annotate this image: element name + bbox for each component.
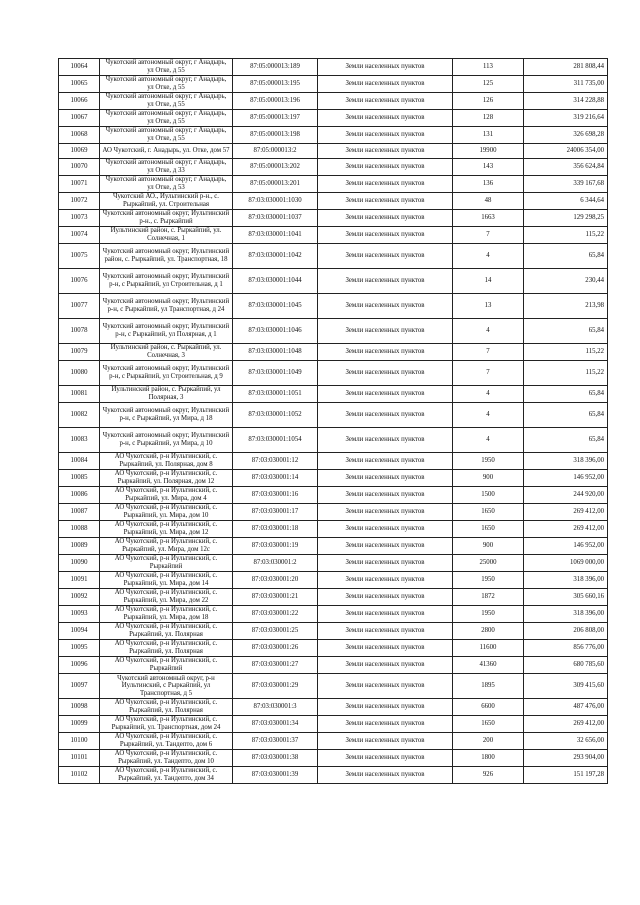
row-cadastral-number: 87:05:000013:195 (233, 76, 318, 93)
row-land-category: Земли населенных пунктов (318, 294, 453, 319)
row-cadastral-number: 87:03:030001:1052 (233, 403, 318, 428)
row-address: Чукотский автономный округ, г Анадырь, ул Отке, д 53 (100, 176, 233, 193)
row-area: 926 (453, 767, 524, 784)
row-number: 10071 (59, 176, 100, 193)
row-cadastral-number: 87:03:030001:17 (233, 504, 318, 521)
row-number: 10065 (59, 76, 100, 93)
table-row (59, 606, 608, 623)
row-cadastral-number: 87:05:000013:198 (233, 127, 318, 144)
row-cadastral-cost: 318 396,00 (524, 453, 608, 470)
row-number: 10095 (59, 640, 100, 657)
row-cadastral-number: 87:03:030001:37 (233, 733, 318, 750)
row-number: 10072 (59, 193, 100, 210)
row-address: АО Чукотский, р-н Иультинский, с. Рыркайпий (100, 657, 233, 674)
row-cadastral-cost: 487 476,00 (524, 699, 608, 716)
row-area: 200 (453, 733, 524, 750)
table-row (59, 640, 608, 657)
table-row (59, 504, 608, 521)
row-cadastral-number: 87:03:030001:39 (233, 767, 318, 784)
row-number: 10090 (59, 555, 100, 572)
table-row (59, 386, 608, 403)
row-number: 10085 (59, 470, 100, 487)
table-row (59, 699, 608, 716)
row-area: 1650 (453, 716, 524, 733)
row-land-category: Земли населенных пунктов (318, 244, 453, 269)
row-cadastral-number: 87:03:030001:22 (233, 606, 318, 623)
row-cadastral-cost: 356 624,84 (524, 159, 608, 176)
row-land-category: Земли населенных пунктов (318, 733, 453, 750)
table-row (59, 93, 608, 110)
row-cadastral-number: 87:05:000013:197 (233, 110, 318, 127)
row-cadastral-cost: 856 776,00 (524, 640, 608, 657)
row-cadastral-cost: 309 415,60 (524, 674, 608, 699)
table-row (59, 538, 608, 555)
row-area: 25000 (453, 555, 524, 572)
row-area: 136 (453, 176, 524, 193)
row-cadastral-cost: 65,84 (524, 428, 608, 453)
row-area: 126 (453, 93, 524, 110)
row-cadastral-number: 87:03:030001:26 (233, 640, 318, 657)
row-land-category: Земли населенных пунктов (318, 572, 453, 589)
row-cadastral-number: 87:03:030001:1049 (233, 361, 318, 386)
row-address: АО Чукотский, р-н Иультинский, с. Рыркайпий, ул. Мира, дом 4 (100, 487, 233, 504)
row-area: 1950 (453, 572, 524, 589)
row-cadastral-cost: 151 197,28 (524, 767, 608, 784)
row-cadastral-number: 87:03:030001:1054 (233, 428, 318, 453)
row-cadastral-number: 87:05:000013:196 (233, 93, 318, 110)
row-land-category: Земли населенных пунктов (318, 750, 453, 767)
row-land-category: Земли населенных пунктов (318, 76, 453, 93)
row-land-category: Земли населенных пунктов (318, 699, 453, 716)
row-number: 10099 (59, 716, 100, 733)
row-land-category: Земли населенных пунктов (318, 210, 453, 227)
row-area: 4 (453, 319, 524, 344)
row-address: Чукотский АО., Иультинский р-н., с. Рыркайпий, ул. Строительная (100, 193, 233, 210)
row-address: АО Чукотский, р-н Иультинский, с. Рыркайпий, ул. Мира, дом 18 (100, 606, 233, 623)
row-area: 1650 (453, 504, 524, 521)
row-cadastral-cost: 230,44 (524, 269, 608, 294)
row-number: 10091 (59, 572, 100, 589)
row-cadastral-number: 87:03:030001:2 (233, 555, 318, 572)
row-cadastral-number: 87:03:030001:12 (233, 453, 318, 470)
row-area: 2800 (453, 623, 524, 640)
row-address: АО Чукотский, р-н Иультинский, с. Рыркайпий, ул. Полярная (100, 640, 233, 657)
row-cadastral-cost: 146 952,00 (524, 470, 608, 487)
row-land-category: Земли населенных пунктов (318, 428, 453, 453)
row-land-category: Земли населенных пунктов (318, 538, 453, 555)
row-area: 7 (453, 227, 524, 244)
row-cadastral-number: 87:03:030001:1037 (233, 210, 318, 227)
row-address: Чукотский автономный округ, г Анадырь, ул Отке, д 55 (100, 76, 233, 93)
row-number: 10078 (59, 319, 100, 344)
row-area: 1950 (453, 606, 524, 623)
row-address: Чукотский автономный округ, г Анадырь, ул Отке, д 33 (100, 159, 233, 176)
row-cadastral-number: 87:03:030001:1030 (233, 193, 318, 210)
row-cadastral-cost: 1069 000,00 (524, 555, 608, 572)
row-land-category: Земли населенных пунктов (318, 674, 453, 699)
row-land-category: Земли населенных пунктов (318, 640, 453, 657)
row-cadastral-cost: 32 656,00 (524, 733, 608, 750)
row-area: 900 (453, 470, 524, 487)
row-number: 10089 (59, 538, 100, 555)
row-area: 6600 (453, 699, 524, 716)
row-area: 7 (453, 344, 524, 361)
row-number: 10101 (59, 750, 100, 767)
row-cadastral-number: 87:03:030001:29 (233, 674, 318, 699)
row-number: 10075 (59, 244, 100, 269)
row-area: 1872 (453, 589, 524, 606)
row-area: 4 (453, 386, 524, 403)
row-address: АО Чукотский, р-н Иультинский, с. Рыркайпий, ул. Тандепто, дом 10 (100, 750, 233, 767)
row-area: 4 (453, 403, 524, 428)
row-cadastral-cost: 314 228,88 (524, 93, 608, 110)
row-cadastral-number: 87:03:030001:25 (233, 623, 318, 640)
row-address: Чукотский автономный округ, г Анадырь, ул Отке, д 55 (100, 59, 233, 76)
row-number: 10082 (59, 403, 100, 428)
row-address: АО Чукотский, р-н Иультинский, с. Рыркайпий, ул. Полярная, дом 12 (100, 470, 233, 487)
row-address: АО Чукотский, р-н Иультинский, с. Рыркайпий, ул. Мира, дом 22 (100, 589, 233, 606)
row-land-category: Земли населенных пунктов (318, 504, 453, 521)
row-land-category: Земли населенных пунктов (318, 606, 453, 623)
row-number: 10098 (59, 699, 100, 716)
table-body (59, 59, 608, 784)
row-cadastral-number: 87:03:030001:1051 (233, 386, 318, 403)
row-land-category: Земли населенных пунктов (318, 470, 453, 487)
table-row (59, 623, 608, 640)
row-area: 1950 (453, 453, 524, 470)
row-address: Чукотский автономный округ, Иультинский р-н, с Рыркайпий, ул Полярная, д 1 (100, 319, 233, 344)
row-cadastral-cost: 65,84 (524, 244, 608, 269)
row-land-category: Земли населенных пунктов (318, 176, 453, 193)
row-address: Иультинский район, с. Рыркайпий, ул. Солнечная, 1 (100, 227, 233, 244)
row-cadastral-number: 87:03:030001:18 (233, 521, 318, 538)
row-cadastral-cost: 244 920,00 (524, 487, 608, 504)
row-cadastral-number: 87:03:030001:21 (233, 589, 318, 606)
row-cadastral-cost: 293 904,00 (524, 750, 608, 767)
row-cadastral-cost: 318 396,00 (524, 572, 608, 589)
row-area: 41360 (453, 657, 524, 674)
row-land-category: Земли населенных пунктов (318, 110, 453, 127)
table-row (59, 674, 608, 699)
row-address: Чукотский автономный округ, г Анадырь, ул Отке, д 55 (100, 110, 233, 127)
row-address: АО Чукотский, р-н Иультинский, с. Рыркайпий, ул. Тандепто, дом 34 (100, 767, 233, 784)
row-cadastral-cost: 326 698,28 (524, 127, 608, 144)
row-address: АО Чукотский, г. Анадырь, ул. Отке, дом 57 (100, 144, 233, 159)
table-row (59, 733, 608, 750)
table-row (59, 244, 608, 269)
row-cadastral-number: 87:03:030001:38 (233, 750, 318, 767)
row-cadastral-number: 87:03:030001:27 (233, 657, 318, 674)
row-cadastral-number: 87:03:030001:14 (233, 470, 318, 487)
row-cadastral-number: 87:03:030001:16 (233, 487, 318, 504)
row-land-category: Земли населенных пунктов (318, 127, 453, 144)
row-area: 14 (453, 269, 524, 294)
row-address: Иультинский район, с. Рыркайпий, ул. Солнечная, 3 (100, 344, 233, 361)
row-address: Чукотский автономный округ, Иультинский р-н, с Рыркайпий, ул Мира, д 18 (100, 403, 233, 428)
row-address: АО Чукотский, р-н Иультинский, с. Рыркайпий, ул. Полярная, дом 8 (100, 453, 233, 470)
row-address: Чукотский автономный округ, Иультинский р-н, с Рыркайпий, ул Строительная, д 9 (100, 361, 233, 386)
row-land-category: Земли населенных пунктов (318, 555, 453, 572)
table-row (59, 319, 608, 344)
row-area: 1895 (453, 674, 524, 699)
row-address: Чукотский автономный округ, Иультинский р-н, с Рыркайпий, ул Строительная, д 1 (100, 269, 233, 294)
row-address: АО Чукотский, р-н Иультинский, с. Рыркайпий, ул. Мира, дом 10 (100, 504, 233, 521)
row-number: 10066 (59, 93, 100, 110)
row-number: 10084 (59, 453, 100, 470)
row-area: 4 (453, 244, 524, 269)
row-address: АО Чукотский, р-н Иультинский, с. Рыркайпий, ул. Транспортная, дом 24 (100, 716, 233, 733)
row-area: 48 (453, 193, 524, 210)
row-number: 10086 (59, 487, 100, 504)
table-row (59, 59, 608, 76)
row-number: 10093 (59, 606, 100, 623)
row-cadastral-cost: 115,22 (524, 361, 608, 386)
row-address: Чукотский автономный округ, Иультинский район, с. Рыркайпий, ул. Транспортная, 18 (100, 244, 233, 269)
row-address: АО Чукотский, р-н Иультинский, с. Рыркайпий, ул. Мира, дом 12с (100, 538, 233, 555)
row-number: 10079 (59, 344, 100, 361)
table-row (59, 750, 608, 767)
row-area: 1663 (453, 210, 524, 227)
row-cadastral-cost: 65,84 (524, 386, 608, 403)
table-row (59, 227, 608, 244)
row-cadastral-cost: 206 808,00 (524, 623, 608, 640)
row-number: 10076 (59, 269, 100, 294)
table-row (59, 716, 608, 733)
table-row (59, 269, 608, 294)
row-number: 10088 (59, 521, 100, 538)
row-area: 4 (453, 428, 524, 453)
row-cadastral-cost: 24006 354,00 (524, 144, 608, 159)
row-land-category: Земли населенных пунктов (318, 159, 453, 176)
row-area: 1500 (453, 487, 524, 504)
table-row (59, 210, 608, 227)
row-address: Чукотский автономный округ, Иультинский р-н, с Рыркайпий, ул Мира, д 10 (100, 428, 233, 453)
table-row (59, 361, 608, 386)
row-cadastral-number: 87:03:030001:20 (233, 572, 318, 589)
row-number: 10081 (59, 386, 100, 403)
row-address: АО Чукотский, р-н Иультинский, с. Рыркайпий, ул. Мира, дом 12 (100, 521, 233, 538)
row-cadastral-cost: 129 298,25 (524, 210, 608, 227)
row-address: АО Чукотский, р-н Иультинский, с. Рыркайпий, ул. Тандепто, дом 6 (100, 733, 233, 750)
row-number: 10083 (59, 428, 100, 453)
row-area: 125 (453, 76, 524, 93)
row-area: 143 (453, 159, 524, 176)
table-row (59, 487, 608, 504)
row-land-category: Земли населенных пунктов (318, 361, 453, 386)
row-land-category: Земли населенных пунктов (318, 59, 453, 76)
row-cadastral-number: 87:03:030001:1046 (233, 319, 318, 344)
row-land-category: Земли населенных пунктов (318, 767, 453, 784)
row-cadastral-number: 87:05:000013:202 (233, 159, 318, 176)
row-cadastral-cost: 281 808,44 (524, 59, 608, 76)
row-number: 10096 (59, 657, 100, 674)
row-land-category: Земли населенных пунктов (318, 521, 453, 538)
row-area: 113 (453, 59, 524, 76)
table-row (59, 555, 608, 572)
row-cadastral-cost: 269 412,00 (524, 504, 608, 521)
table-row (59, 572, 608, 589)
row-number: 10097 (59, 674, 100, 699)
row-number: 10073 (59, 210, 100, 227)
row-land-category: Земли населенных пунктов (318, 93, 453, 110)
row-area: 128 (453, 110, 524, 127)
table-row (59, 110, 608, 127)
row-cadastral-number: 87:05:000013:201 (233, 176, 318, 193)
table-row (59, 127, 608, 144)
row-number: 10102 (59, 767, 100, 784)
table-row (59, 403, 608, 428)
row-number: 10094 (59, 623, 100, 640)
row-cadastral-cost: 269 412,00 (524, 521, 608, 538)
row-cadastral-number: 87:03:030001:1048 (233, 344, 318, 361)
row-land-category: Земли населенных пунктов (318, 269, 453, 294)
row-number: 10070 (59, 159, 100, 176)
row-cadastral-number: 87:03:030001:19 (233, 538, 318, 555)
row-cadastral-number: 87:03:030001:1044 (233, 269, 318, 294)
row-address: АО Чукотский, р-н Иультинский, с. Рыркайпий, ул. Полярная (100, 623, 233, 640)
row-area: 900 (453, 538, 524, 555)
row-land-category: Земли населенных пунктов (318, 344, 453, 361)
table-row (59, 470, 608, 487)
row-cadastral-number: 87:03:030001:1042 (233, 244, 318, 269)
row-cadastral-cost: 65,84 (524, 319, 608, 344)
row-address: Чукотский автономный округ, р-н Иультинский, с Рыркайпий, ул Транспортная, д 5 (100, 674, 233, 699)
row-land-category: Земли населенных пунктов (318, 487, 453, 504)
row-land-category: Земли населенных пунктов (318, 623, 453, 640)
row-cadastral-cost: 115,22 (524, 227, 608, 244)
row-address: Иультинский район, с. Рыркайпий, ул Полярная, 3 (100, 386, 233, 403)
row-cadastral-cost: 305 660,16 (524, 589, 608, 606)
row-land-category: Земли населенных пунктов (318, 453, 453, 470)
row-cadastral-number: 87:03:030001:3 (233, 699, 318, 716)
row-area: 131 (453, 127, 524, 144)
row-number: 10067 (59, 110, 100, 127)
land-plots-table (58, 58, 608, 784)
table-row (59, 428, 608, 453)
row-cadastral-cost: 115,22 (524, 344, 608, 361)
row-land-category: Земли населенных пунктов (318, 716, 453, 733)
table-row (59, 294, 608, 319)
row-area: 1800 (453, 750, 524, 767)
row-land-category: Земли населенных пунктов (318, 144, 453, 159)
table-row (59, 453, 608, 470)
row-number: 10092 (59, 589, 100, 606)
row-cadastral-cost: 319 216,64 (524, 110, 608, 127)
row-land-category: Земли населенных пунктов (318, 386, 453, 403)
row-cadastral-cost: 311 735,00 (524, 76, 608, 93)
row-land-category: Земли населенных пунктов (318, 403, 453, 428)
row-number: 10100 (59, 733, 100, 750)
row-area: 19900 (453, 144, 524, 159)
row-land-category: Земли населенных пунктов (318, 319, 453, 344)
row-cadastral-cost: 65,84 (524, 403, 608, 428)
row-cadastral-number: 87:05:000013:189 (233, 59, 318, 76)
row-address: Чукотский автономный округ, Иультинский р-н, с Рыркайпий, ул Транспортная, д 24 (100, 294, 233, 319)
row-address: АО Чукотский, р-н Иультинский, с. Рыркайпий, ул. Полярная (100, 699, 233, 716)
row-cadastral-cost: 213,98 (524, 294, 608, 319)
row-number: 10074 (59, 227, 100, 244)
row-cadastral-cost: 318 396,00 (524, 606, 608, 623)
row-cadastral-number: 87:03:030001:1041 (233, 227, 318, 244)
table-row (59, 176, 608, 193)
table-row (59, 344, 608, 361)
table-row (59, 159, 608, 176)
row-land-category: Земли населенных пунктов (318, 589, 453, 606)
table-row (59, 193, 608, 210)
row-number: 10068 (59, 127, 100, 144)
table-row (59, 767, 608, 784)
row-number: 10080 (59, 361, 100, 386)
row-cadastral-number: 87:05:000013:2 (233, 144, 318, 159)
row-land-category: Земли населенных пунктов (318, 657, 453, 674)
table-row (59, 521, 608, 538)
row-number: 10087 (59, 504, 100, 521)
row-cadastral-number: 87:03:030001:1045 (233, 294, 318, 319)
row-address: АО Чукотский, р-н Иультинский, с. Рыркайпий (100, 555, 233, 572)
row-area: 11600 (453, 640, 524, 657)
row-address: Чукотский автономный округ, г Анадырь, ул Отке, д 55 (100, 127, 233, 144)
row-address: АО Чукотский, р-н Иультинский, с. Рыркайпий, ул. Мира, дом 14 (100, 572, 233, 589)
row-address: Чукотский автономный округ, г Анадырь, ул Отке, д 55 (100, 93, 233, 110)
row-cadastral-cost: 269 412,00 (524, 716, 608, 733)
row-land-category: Земли населенных пунктов (318, 193, 453, 210)
table-row (59, 144, 608, 159)
row-land-category: Земли населенных пунктов (318, 227, 453, 244)
row-number: 10077 (59, 294, 100, 319)
row-address: Чукотский автономный округ, Иультинский р-н., с. Рыркайпий (100, 210, 233, 227)
row-cadastral-cost: 339 167,68 (524, 176, 608, 193)
table-row (59, 76, 608, 93)
table-row (59, 657, 608, 674)
row-number: 10064 (59, 59, 100, 76)
row-cadastral-number: 87:03:030001:34 (233, 716, 318, 733)
row-number: 10069 (59, 144, 100, 159)
row-area: 1650 (453, 521, 524, 538)
table-row (59, 589, 608, 606)
row-area: 13 (453, 294, 524, 319)
row-area: 7 (453, 361, 524, 386)
row-cadastral-cost: 146 952,00 (524, 538, 608, 555)
row-cadastral-cost: 680 785,60 (524, 657, 608, 674)
row-cadastral-cost: 6 344,64 (524, 193, 608, 210)
